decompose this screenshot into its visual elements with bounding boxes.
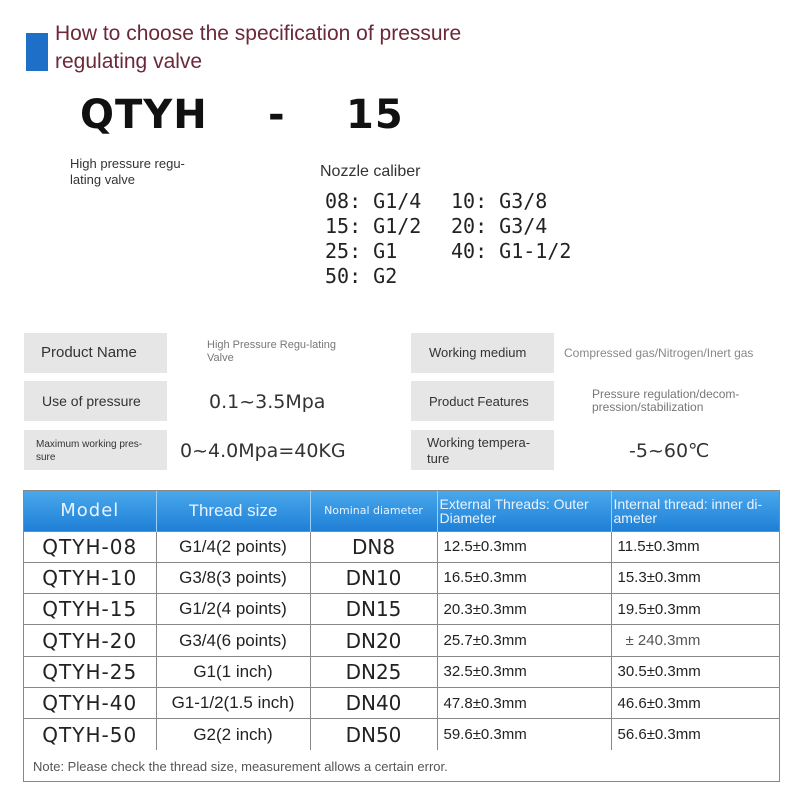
thread-size-cell: G3/8(3 points) — [156, 562, 310, 593]
model-cell: QTYH-20 — [24, 625, 156, 656]
spec-label-cell — [24, 333, 167, 373]
thread-size-cell: G1/2(4 points) — [156, 594, 310, 625]
table-row — [24, 625, 779, 656]
title-accent-bar — [26, 33, 48, 71]
working-temp-value: -5~60℃ — [629, 440, 710, 462]
max-pressure-label: Maximum working pres-sure — [36, 439, 143, 463]
nozzle-option: 15: G1/2 — [325, 214, 422, 238]
spec-value-cell — [554, 430, 780, 470]
nominal-diameter-cell: DN10 — [310, 562, 437, 593]
inner-diameter-cell: 56.6±0.3mm — [611, 719, 779, 750]
nozzle-caliber-list — [325, 189, 591, 289]
table-row — [24, 656, 779, 687]
product-name-value: High Pressure Regu-lating Valve — [207, 339, 337, 364]
nozzle-option: 20: G3/4 — [451, 214, 548, 238]
inner-diameter-cell: 46.6±0.3mm — [611, 687, 779, 718]
outer-diameter-cell: 32.5±0.3mm — [437, 656, 611, 687]
spec-value-cell — [167, 430, 389, 470]
inner-diameter-cell: 30.5±0.3mm — [611, 656, 779, 687]
max-pressure-value: 0~4.0Mpa=40KG — [180, 440, 346, 462]
thread-size-cell: G2(2 inch) — [156, 719, 310, 750]
table-header-row — [24, 491, 779, 531]
column-header-model: Model — [24, 491, 156, 531]
page-title: How to choose the specification of pressure regulating valve — [55, 22, 462, 73]
model-cell: QTYH-08 — [24, 531, 156, 562]
outer-diameter-cell: 59.6±0.3mm — [437, 719, 611, 750]
spec-value-cell — [554, 381, 780, 421]
nominal-diameter-cell: DN40 — [310, 687, 437, 718]
nozzle-option: 08: G1/4 — [325, 189, 422, 213]
column-header-outer-diameter: External Threads: Outer Diameter — [437, 491, 611, 531]
model-cell: QTYH-40 — [24, 687, 156, 718]
product-features-label: Product Features — [429, 394, 529, 409]
table-row — [24, 562, 779, 593]
nominal-diameter-cell: DN20 — [310, 625, 437, 656]
spec-label-cell — [411, 430, 554, 470]
nominal-diameter-cell: DN15 — [310, 594, 437, 625]
thread-size-cell: G1-1/2(1.5 inch) — [156, 687, 310, 718]
working-medium-value: Compressed gas/Nitrogen/Inert gas — [564, 346, 754, 360]
spec-label-cell — [411, 333, 554, 373]
use-of-pressure-value: 0.1~3.5Mpa — [209, 391, 326, 413]
model-code-dash: - — [268, 92, 286, 138]
spec-table-container — [23, 490, 780, 782]
model-code-number: 15 — [346, 92, 404, 138]
nozzle-caliber-title: Nozzle caliber — [320, 163, 421, 180]
model-cell: QTYH-50 — [24, 719, 156, 750]
outer-diameter-cell: 12.5±0.3mm — [437, 531, 611, 562]
model-code-prefix: QTYH — [80, 92, 208, 138]
outer-diameter-cell: 47.8±0.3mm — [437, 687, 611, 718]
table-row — [24, 687, 779, 718]
spec-label-cell — [24, 381, 167, 421]
working-medium-label: Working medium — [429, 345, 527, 360]
nominal-diameter-cell: DN25 — [310, 656, 437, 687]
inner-diameter-cell: 19.5±0.3mm — [611, 594, 779, 625]
nozzle-option: 40: G1-1/2 — [451, 239, 572, 263]
nominal-diameter-cell: DN8 — [310, 531, 437, 562]
inner-diameter-cell: 15.3±0.3mm — [611, 562, 779, 593]
model-cell: QTYH-10 — [24, 562, 156, 593]
model-prefix-caption: High pressure regu-lating valve — [70, 156, 185, 187]
spec-value-cell — [167, 333, 389, 373]
table-note: Note: Please check the thread size, measurement allows a certain error. — [33, 759, 448, 774]
spec-value-cell — [167, 381, 389, 421]
outer-diameter-cell: 25.7±0.3mm — [437, 625, 611, 656]
column-header-inner-diameter: Internal thread: inner di-ameter — [613, 495, 763, 526]
outer-diameter-cell: 16.5±0.3mm — [437, 562, 611, 593]
thread-size-cell: G1(1 inch) — [156, 656, 310, 687]
column-header-nominal-diameter: Nominal diameter — [310, 491, 437, 531]
model-cell: QTYH-15 — [24, 594, 156, 625]
nozzle-option: 10: G3/8 — [451, 189, 548, 213]
spec-value-cell — [554, 333, 780, 373]
inner-diameter-cell: 11.5±0.3mm — [611, 531, 779, 562]
product-name-label: Product Name — [41, 344, 137, 361]
product-features-value: Pressure regulation/decom-pression/stabilization — [592, 387, 740, 414]
inner-diameter-cell: ± 240.3mm — [611, 625, 779, 656]
nozzle-option: 50: G2 — [325, 264, 398, 288]
table-row — [24, 594, 779, 625]
spec-table — [24, 491, 779, 750]
nominal-diameter-cell: DN50 — [310, 719, 437, 750]
spec-label-cell — [24, 430, 167, 470]
use-of-pressure-label: Use of pressure — [42, 393, 141, 409]
model-cell: QTYH-25 — [24, 656, 156, 687]
spec-label-cell — [411, 381, 554, 421]
outer-diameter-cell: 20.3±0.3mm — [437, 594, 611, 625]
working-temp-label: Working tempera-ture — [427, 435, 531, 466]
column-header-thread-size: Thread size — [156, 491, 310, 531]
thread-size-cell: G3/4(6 points) — [156, 625, 310, 656]
table-row — [24, 719, 779, 750]
table-row — [24, 531, 779, 562]
thread-size-cell: G1/4(2 points) — [156, 531, 310, 562]
nozzle-option: 25: G1 — [325, 239, 398, 263]
